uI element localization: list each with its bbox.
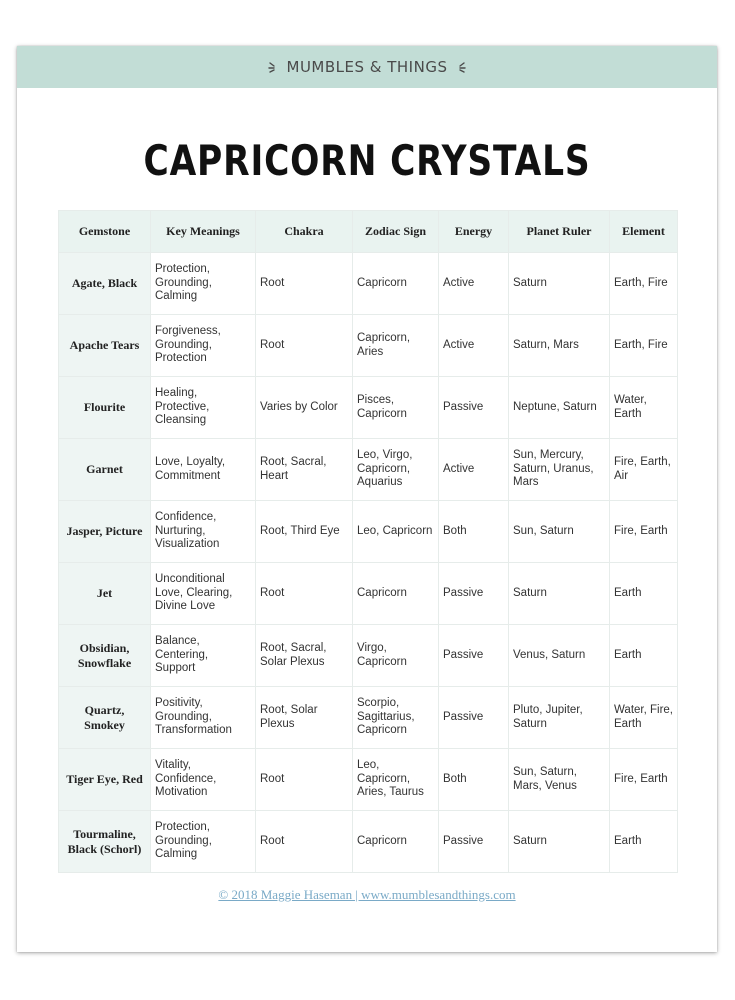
- table-cell: Protection, Grounding, Calming: [151, 253, 256, 315]
- table-row: [59, 625, 678, 687]
- table-cell: Earth, Fire: [610, 315, 678, 377]
- table-cell: Passive: [439, 377, 509, 439]
- table-cell: Balance, Centering, Support: [151, 625, 256, 687]
- table-cell: Root: [256, 253, 353, 315]
- table-cell: Fire, Earth: [610, 749, 678, 811]
- gemstone-cell: Quartz, Smokey: [59, 687, 151, 749]
- gemstone-cell: Garnet: [59, 439, 151, 501]
- table-body: [59, 253, 678, 873]
- table-row: [59, 563, 678, 625]
- table-cell: Venus, Saturn: [509, 625, 610, 687]
- table-cell: Root: [256, 811, 353, 873]
- table-row: [59, 253, 678, 315]
- table-cell: Active: [439, 315, 509, 377]
- table-cell: Protection, Grounding, Calming: [151, 811, 256, 873]
- table-cell: Virgo, Capricorn: [353, 625, 439, 687]
- table-cell: Passive: [439, 811, 509, 873]
- table-cell: Capricorn: [353, 563, 439, 625]
- brand-logo: [267, 58, 468, 76]
- table-row: [59, 377, 678, 439]
- footer-link[interactable]: © 2018 Maggie Haseman | www.mumblesandthings.com: [218, 887, 516, 902]
- printable-sheet: [17, 46, 717, 952]
- table-row: [59, 501, 678, 563]
- table-cell: Water, Fire, Earth: [610, 687, 678, 749]
- table-row: [59, 687, 678, 749]
- table-cell: Positivity, Grounding, Transformation: [151, 687, 256, 749]
- table-cell: Vitality, Confidence, Motivation: [151, 749, 256, 811]
- table-cell: Saturn: [509, 811, 610, 873]
- table-cell: Root: [256, 315, 353, 377]
- table-cell: Confidence, Nurturing, Visualization: [151, 501, 256, 563]
- gemstone-cell: Jet: [59, 563, 151, 625]
- table-cell: Root, Third Eye: [256, 501, 353, 563]
- table-cell: Capricorn: [353, 811, 439, 873]
- table-cell: Saturn: [509, 563, 610, 625]
- table-cell: Sun, Mercury, Saturn, Uranus, Mars: [509, 439, 610, 501]
- table-cell: Active: [439, 253, 509, 315]
- table-cell: Earth, Fire: [610, 253, 678, 315]
- column-header: Chakra: [256, 211, 353, 253]
- brand-name: MUMBLES & THINGS: [286, 58, 448, 76]
- table-cell: Leo, Capricorn: [353, 501, 439, 563]
- page-title: CAPRICORN CRYSTALS: [143, 136, 591, 185]
- table-cell: Both: [439, 501, 509, 563]
- table-cell: Active: [439, 439, 509, 501]
- table-row: [59, 315, 678, 377]
- gemstone-cell: Tiger Eye, Red: [59, 749, 151, 811]
- table-cell: Fire, Earth: [610, 501, 678, 563]
- table-cell: Passive: [439, 563, 509, 625]
- table-cell: Healing, Protective, Cleansing: [151, 377, 256, 439]
- table-cell: Root: [256, 749, 353, 811]
- gemstone-cell: Tourmaline, Black (Schorl): [59, 811, 151, 873]
- table-cell: Earth: [610, 563, 678, 625]
- gemstone-cell: Jasper, Picture: [59, 501, 151, 563]
- table-cell: Root, Sacral, Solar Plexus: [256, 625, 353, 687]
- table-cell: Sun, Saturn, Mars, Venus: [509, 749, 610, 811]
- table-cell: Fire, Earth, Air: [610, 439, 678, 501]
- table-cell: Varies by Color: [256, 377, 353, 439]
- table-cell: Root, Solar Plexus: [256, 687, 353, 749]
- sparkle-left-icon: [267, 60, 281, 74]
- column-header: Gemstone: [59, 211, 151, 253]
- gemstone-cell: Obsidian, Snowflake: [59, 625, 151, 687]
- crystals-table: [58, 210, 678, 873]
- table-cell: Neptune, Saturn: [509, 377, 610, 439]
- column-header: Element: [610, 211, 678, 253]
- table-cell: Passive: [439, 625, 509, 687]
- table-cell: Sun, Saturn: [509, 501, 610, 563]
- table-cell: Root, Sacral, Heart: [256, 439, 353, 501]
- gemstone-cell: Flourite: [59, 377, 151, 439]
- column-header: Energy: [439, 211, 509, 253]
- brand-banner: [17, 46, 717, 88]
- table-row: [59, 439, 678, 501]
- table-row: [59, 811, 678, 873]
- table-cell: Water, Earth: [610, 377, 678, 439]
- gemstone-cell: Apache Tears: [59, 315, 151, 377]
- table-cell: Leo, Capricorn, Aries, Taurus: [353, 749, 439, 811]
- table-cell: Capricorn: [353, 253, 439, 315]
- table-cell: Earth: [610, 625, 678, 687]
- table-cell: Scorpio, Sagittarius, Capricorn: [353, 687, 439, 749]
- column-header: Key Meanings: [151, 211, 256, 253]
- table-cell: Unconditional Love, Clearing, Divine Love: [151, 563, 256, 625]
- table-cell: Earth: [610, 811, 678, 873]
- footer: [17, 887, 717, 903]
- gemstone-cell: Agate, Black: [59, 253, 151, 315]
- table-cell: Pisces, Capricorn: [353, 377, 439, 439]
- table-cell: Love, Loyalty, Commitment: [151, 439, 256, 501]
- table-cell: Pluto, Jupiter, Saturn: [509, 687, 610, 749]
- table-cell: Leo, Virgo, Capricorn, Aquarius: [353, 439, 439, 501]
- table-cell: Forgiveness, Grounding, Protection: [151, 315, 256, 377]
- table-cell: Root: [256, 563, 353, 625]
- table-cell: Capricorn, Aries: [353, 315, 439, 377]
- table-header-row: [59, 211, 678, 253]
- column-header: Planet Ruler: [509, 211, 610, 253]
- sparkle-right-icon: [453, 60, 467, 74]
- table-row: [59, 749, 678, 811]
- table-cell: Both: [439, 749, 509, 811]
- table-cell: Saturn, Mars: [509, 315, 610, 377]
- table-cell: Passive: [439, 687, 509, 749]
- table-cell: Saturn: [509, 253, 610, 315]
- column-header: Zodiac Sign: [353, 211, 439, 253]
